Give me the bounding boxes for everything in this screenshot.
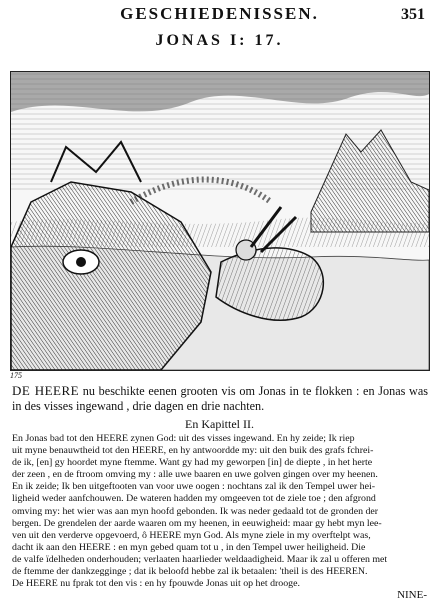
plate-number: 175: [10, 371, 22, 380]
body-line: ligheid weder aanfchouwen. De wateren hadden my omgeeven tot de ziele toe ; den afgrond: [12, 493, 376, 505]
running-head-title: GESCHIEDENISSEN.: [120, 4, 319, 23]
caption-text: nu beschikte eenen grooten vis om Jonas in te flokken : en Jonas was in des visses ingewand , drie dagen en drie nachten.: [12, 384, 428, 413]
body-line: de ftemme der dankzegginge ; dat ik beloofd hebbe zal ik betaalen: 'theil is des HEEREN.: [12, 566, 368, 578]
body-line: ven uit den verderve opgevoerd, ô HEERE myn God. Als myne ziele in my overftelpt was,: [12, 529, 371, 541]
chapter-heading: En Kapittel II.: [185, 417, 254, 431]
catchword: NINE-: [397, 589, 427, 601]
caption: [12, 383, 428, 414]
body-line: der zeen , en de ftroom omving my : alle uwe baaren en uwe golven gingen over my heenen.: [12, 469, 378, 481]
body-line: uit myne benauwtheid tot den HEERE, en hy antwoordde my: uit den buik des grafs fchrei-: [12, 445, 374, 457]
body-line: De HEERE nu fprak tot den vis : en hy fpouwde Jonas uit op het drooge.: [12, 578, 300, 590]
engraving-illustration: [11, 72, 429, 370]
body-line: En Jonas bad tot den HEERE zynen God: uit des visses ingewand. En hy zeide; Ik riep: [12, 433, 355, 444]
scripture-reference: JONAS I: 17.: [155, 32, 284, 49]
body-line: omving my: het wier was aan myn hoofd gebonden. Ik was neder gedaald tot de gronden der: [12, 505, 379, 517]
body-line: bergen. De grendelen der aarde waaren om my heenen, in eeuwigheid: maar gy hebt myn lee-: [12, 517, 382, 529]
body-line: En ik zeide; Ik ben uitgeftooten van voor uwe oogen : nochtans zal ik den Tempel uwer hei-: [12, 481, 376, 493]
body-line: dacht ik aan den HEERE : en myn gebed quam tot u , in den Tempel uwer heiligheid. Die: [12, 541, 366, 553]
caption-lead: DE HEERE: [12, 383, 80, 398]
body-line: de ik, [en] gy hoordet myne ftemme. Want gy had my geworpen [in] de diepte , in het herte: [12, 457, 373, 469]
body-line: de valfe ïdelheden onderhouden; verlaaten haarlieder weldaadigheid. Maar ik zal u offeren met: [12, 553, 388, 565]
page-number: 351: [401, 6, 425, 23]
chapter-body: [12, 433, 428, 590]
engraving-plate: [10, 71, 430, 371]
